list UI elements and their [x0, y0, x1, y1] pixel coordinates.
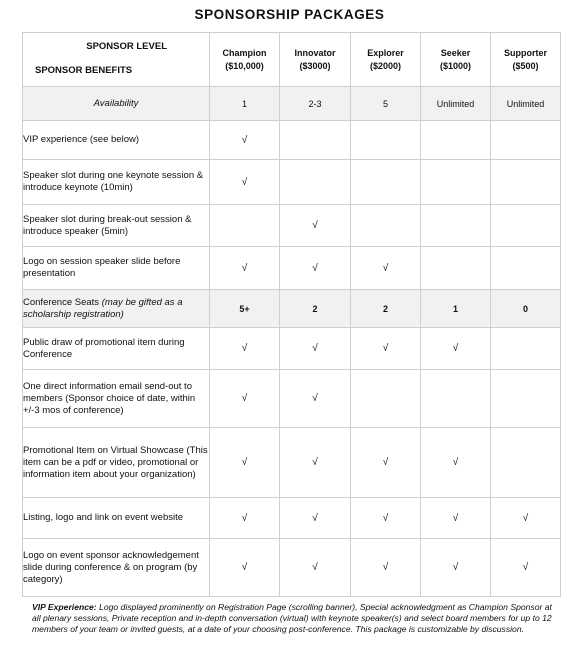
row-label-note: (may be gifted as a scholarship registration) [23, 296, 183, 320]
check-icon: √ [210, 160, 280, 205]
table-row-conference-seats [23, 290, 561, 328]
row-label: Logo on event sponsor acknowledgement slide during conference & on program (by category) [23, 539, 210, 597]
check-icon: √ [421, 328, 491, 370]
tier-name: Seeker [440, 47, 471, 58]
check-icon: √ [421, 428, 491, 498]
table-row [23, 205, 561, 247]
table-row [23, 121, 561, 160]
check-icon: √ [210, 328, 280, 370]
table-row-availability [23, 87, 561, 121]
row-label: VIP experience (see below) [23, 121, 210, 160]
check-icon: √ [280, 539, 351, 597]
footnote-text: Logo displayed prominently on Registration Page (scrolling banner), Special acknowledgment as Champion Sponsor at all plenary sessions, Private reception and in-depth conversation (virtual) with keynote speaker(s) and select board members for up to 12 members of your team or invited guests, at a date of your choosing post-conference. This package is customizable by discussion. [32, 602, 552, 634]
tier-price: ($10,000) [225, 60, 264, 71]
check-icon: √ [351, 539, 421, 597]
check-icon: √ [421, 498, 491, 539]
cell-value [421, 370, 491, 428]
tier-header-innovator [280, 33, 351, 87]
row-label: Listing, logo and link on event website [23, 498, 210, 539]
table-row [23, 160, 561, 205]
cell-value [491, 247, 561, 290]
page-title: SPONSORSHIP PACKAGES [194, 7, 385, 22]
table-row [23, 539, 561, 597]
cell-value [351, 160, 421, 205]
check-icon: √ [351, 328, 421, 370]
cell-value: 5+ [210, 290, 280, 328]
sponsor-level-label: SPONSOR LEVEL [86, 41, 167, 52]
cell-value: 0 [491, 290, 561, 328]
footnote-lead: VIP Experience: [32, 602, 97, 612]
tier-header-explorer [351, 33, 421, 87]
cell-value [351, 370, 421, 428]
cell-value: Unlimited [491, 87, 561, 121]
row-label: One direct information email send-out to members (Sponsor choice of date, within +/-3 mos of conference) [23, 370, 210, 428]
check-icon: √ [210, 247, 280, 290]
tier-name: Champion [222, 47, 267, 58]
cell-value [491, 328, 561, 370]
sponsorship-table [22, 32, 561, 597]
cell-value [351, 205, 421, 247]
tier-price: ($2000) [369, 60, 402, 71]
row-label: Speaker slot during one keynote session & introduce keynote (10min) [23, 160, 210, 205]
check-icon: √ [280, 498, 351, 539]
row-label: Public draw of promotional item during Conference [23, 328, 210, 370]
sponsor-benefits-label: SPONSOR BENEFITS [35, 65, 133, 76]
check-icon: √ [210, 428, 280, 498]
cell-value [491, 205, 561, 247]
tier-name: Supporter [503, 47, 547, 58]
table-row [23, 247, 561, 290]
cell-value [421, 121, 491, 160]
cell-value: 2-3 [280, 87, 351, 121]
row-label: Availability [23, 87, 210, 121]
check-icon: √ [351, 428, 421, 498]
check-icon: √ [210, 539, 280, 597]
check-icon: √ [280, 328, 351, 370]
cell-value: Unlimited [421, 87, 491, 121]
cell-value: 5 [351, 87, 421, 121]
table-row [23, 428, 561, 498]
header-row [23, 33, 561, 87]
cell-value [280, 160, 351, 205]
row-label [23, 290, 210, 328]
cell-value [210, 205, 280, 247]
cell-value: 1 [421, 290, 491, 328]
tier-price: ($3000) [299, 60, 331, 71]
check-icon: √ [351, 498, 421, 539]
check-icon: √ [280, 370, 351, 428]
tier-price: ($1000) [439, 60, 472, 71]
cell-value: 2 [280, 290, 351, 328]
row-label: Promotional Item on Virtual Showcase (This item can be a pdf or video, promotional or information item about your organization) [23, 428, 210, 498]
cell-value: 2 [351, 290, 421, 328]
row-label: Speaker slot during break-out session & introduce speaker (5min) [23, 205, 210, 247]
table-row [23, 498, 561, 539]
check-icon: √ [280, 428, 351, 498]
cell-value [491, 160, 561, 205]
check-icon: √ [280, 247, 351, 290]
cell-value [491, 370, 561, 428]
check-icon: √ [491, 539, 561, 597]
tier-name: Explorer [367, 47, 404, 58]
table-row [23, 370, 561, 428]
table-row [23, 328, 561, 370]
tier-header-champion [210, 33, 280, 87]
cell-value [421, 247, 491, 290]
check-icon: √ [351, 247, 421, 290]
check-icon: √ [210, 498, 280, 539]
row-label-text: Conference Seats [23, 296, 100, 308]
cell-value [421, 205, 491, 247]
check-icon: √ [421, 539, 491, 597]
tier-header-supporter [491, 33, 561, 87]
tier-name: Innovator [294, 47, 336, 58]
check-icon: √ [210, 121, 280, 160]
check-icon: √ [491, 498, 561, 539]
cell-value [280, 121, 351, 160]
cell-value [351, 121, 421, 160]
cell-value [491, 121, 561, 160]
tier-price: ($500) [512, 60, 539, 71]
check-icon: √ [210, 370, 280, 428]
check-icon: √ [280, 205, 351, 247]
header-corner [23, 33, 210, 87]
cell-value [421, 160, 491, 205]
cell-value: 1 [210, 87, 280, 121]
vip-footnote [32, 602, 554, 635]
cell-value [491, 428, 561, 498]
row-label: Logo on session speaker slide before presentation [23, 247, 210, 290]
tier-header-seeker [421, 33, 491, 87]
